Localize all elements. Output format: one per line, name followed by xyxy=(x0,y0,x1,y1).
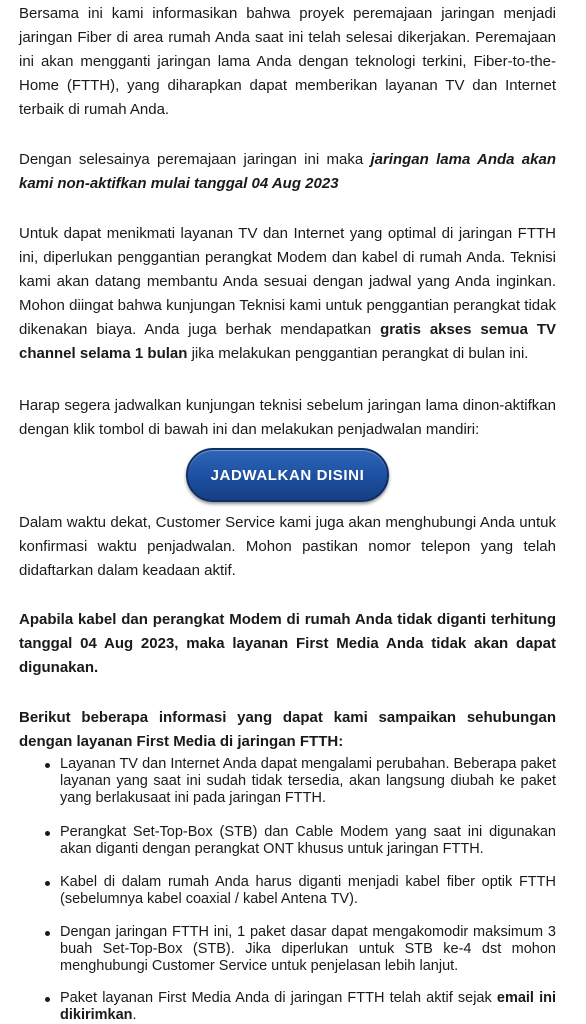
bullet-icon xyxy=(45,997,50,1002)
list-item-text: Perangkat Set-Top-Box (STB) dan Cable Modem yang saat ini digunakan akan diganti dengan perangkat ONT khusus untuk jaringan FTTH. xyxy=(60,824,556,857)
schedule-here-button[interactable]: JADWALKAN DISINI xyxy=(186,448,389,502)
list-item-prefix: Paket layanan First Media Anda di jaringan FTTH telah aktif sejak xyxy=(60,990,497,1006)
list-item xyxy=(19,756,556,807)
intro-paragraph: Bersama ini kami informasikan bahwa proyek peremajaan jaringan menjadi jaringan Fiber di area rumah Anda saat ini telah selesai dikerjakan. Peremajaan ini akan mengganti jaringan lama Anda dengan teknologi terkini, Fiber-to-the-Home (FTTH), yang diharapkan dapat memberikan layanan TV dan Internet terbaik di rumah Anda. xyxy=(19,5,556,118)
deactivation-notice-prefix: Dengan selesainya peremajaan jaringan ini maka xyxy=(19,151,371,168)
list-item-suffix: . xyxy=(132,1007,137,1023)
bullet-icon xyxy=(45,931,50,936)
device-replacement-text: Untuk dapat menikmati layanan TV dan Internet yang optimal di jaringan FTTH ini, diperlukan penggantian perangkat Modem dan kabel di rumah Anda. Teknisi kami akan datang membantu Anda sesuai dengan jadwal yang Anda inginkan. Mohon diingat bahwa kunjungan Teknisi kami untuk penggantian perangkat tidak dikenakan biaya. Anda juga berhak mendapatkan xyxy=(19,225,556,338)
info-intro-paragraph: Berikut beberapa informasi yang dapat kami sampaikan sehubungan dengan layanan First Media di jaringan FTTH: xyxy=(19,709,556,750)
deactivation-notice-paragraph xyxy=(19,148,556,196)
list-item xyxy=(19,824,556,858)
cta-button-wrapper xyxy=(186,448,389,502)
deactivation-date-emphasis: jaringan lama Anda akan kami non-aktifkan mulai tanggal 04 Aug 2023 xyxy=(19,151,556,192)
device-replacement-suffix: jika melakukan penggantian perangkat di bulan ini. xyxy=(187,345,529,362)
list-item xyxy=(19,990,556,1024)
list-item xyxy=(19,924,556,975)
device-replacement-paragraph xyxy=(19,222,556,366)
list-item xyxy=(19,874,556,908)
list-item-text: Layanan TV dan Internet Anda dapat mengalami perubahan. Beberapa paket layanan yang saat ini sudah tidak tersedia, akan langsung diubah ke paket yang berlakusaat ini pada jaringan FTTH. xyxy=(60,756,556,806)
service-warning-paragraph: Apabila kabel dan perangkat Modem di rumah Anda tidak diganti terhitung tanggal 04 Aug 2023, maka layanan First Media Anda tidak akan dapat digunakan. xyxy=(19,611,556,676)
customer-service-paragraph: Dalam waktu dekat, Customer Service kami juga akan menghubungi Anda untuk konfirmasi waktu penjadwalan. Mohon pastikan nomor telepon yang telah didaftarkan dalam keadaan aktif. xyxy=(19,514,556,579)
bullet-icon xyxy=(45,831,50,836)
list-item-text xyxy=(60,990,556,1023)
bullet-icon xyxy=(45,763,50,768)
bullet-icon xyxy=(45,881,50,886)
email-sent-emphasis: email ini dikirimkan xyxy=(60,990,556,1023)
schedule-instruction-paragraph: Harap segera jadwalkan kunjungan teknisi sebelum jaringan lama dinon-aktifkan dengan klik tombol di bawah ini dan melakukan penjadwalan mandiri: xyxy=(19,397,556,438)
list-item-text: Kabel di dalam rumah Anda harus diganti menjadi kabel fiber optik FTTH (sebelumnya kabel coaxial / kabel Antena TV). xyxy=(60,874,556,907)
free-tv-offer: gratis akses semua TV channel selama 1 bulan xyxy=(19,321,556,362)
list-item-text: Dengan jaringan FTTH ini, 1 paket dasar dapat mengakomodir maksimum 3 buah Set-Top-Box (STB). Jika diperlukan untuk STB ke-4 dst mohon menghubungi Customer Service untuk penjelasan lebih lanjut. xyxy=(60,924,556,974)
